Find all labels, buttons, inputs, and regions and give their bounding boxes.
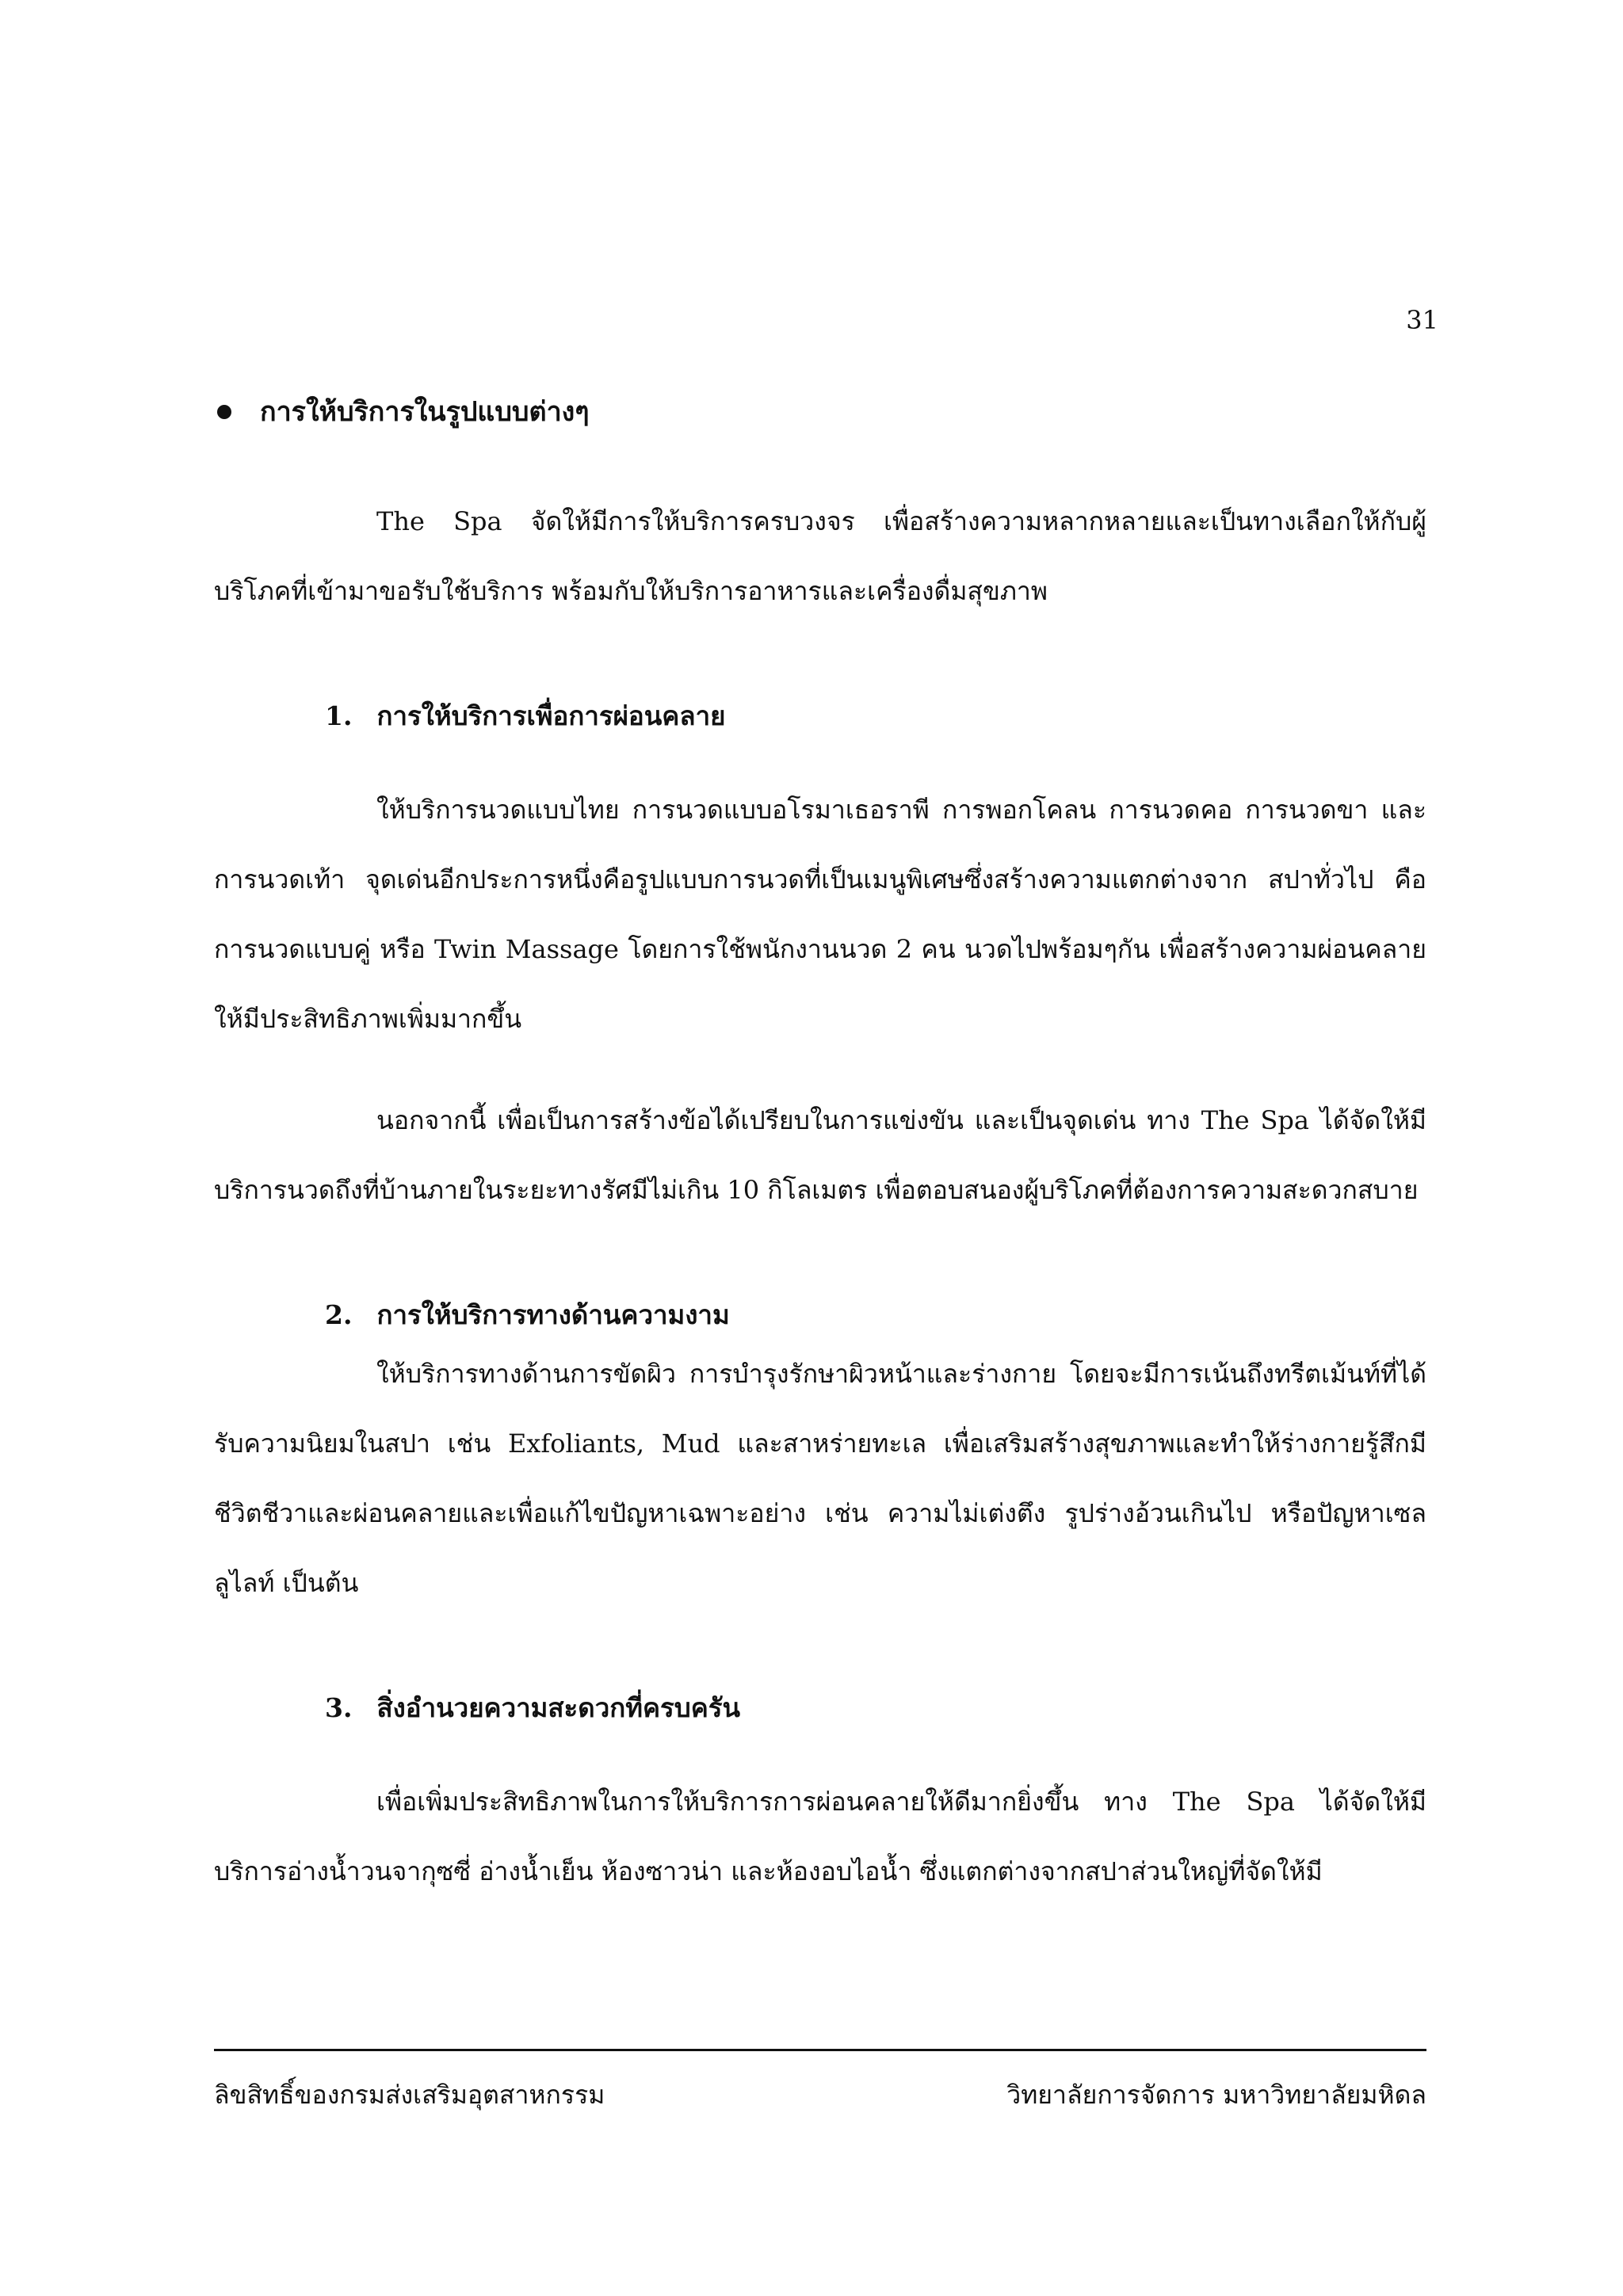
subsection-3-paragraph-1: เพื่อเพิ่มประสิทธิภาพในการให้บริการการผ่อนคลายให้ดีมากยิ่งขึ้น ทาง The Spa ได้จัดให้มีบริการอ่างน้ำวนจากุซซี่ อ่างน้ำเย็น ห้องซาวน่า และห้องอบไอน้ำ ซึ่งแตกต่างจากสปาส่วนใหญ่ที่จัดให้มี (214, 1787, 1426, 1886)
section-heading (214, 388, 1426, 436)
subsection-3-heading (214, 1684, 1426, 1732)
intro-paragraph: The Spa จัดให้มีการให้บริการครบวงจร เพื่อสร้างความหลากหลายและเป็นทางเลือกให้กับผู้บริโภคที่เข้ามาขอรับใช้บริการ พร้อมกับให้บริการอาหารและเครื่องดื่มสุขภาพ (214, 506, 1426, 606)
page-number: 31 (1406, 305, 1438, 335)
document-body (214, 388, 1426, 1906)
subsection-number: 2. (325, 1299, 353, 1330)
section-heading-text: การให้บริการในรูปแบบต่างๆ (260, 396, 590, 428)
bullet-icon (217, 405, 231, 419)
subsection-title: สิ่งอำนวยความสะดวกที่ครบครัน (376, 1692, 741, 1723)
footer-institution: วิทยาลัยการจัดการ มหาวิทยาลัยมหิดล (1006, 2080, 1426, 2110)
footer-copyright: ลิขสิทธิ์ของกรมส่งเสริมอุตสาหกรรม (214, 2080, 605, 2110)
subsection-number: 3. (325, 1692, 353, 1723)
subsection-2-heading (214, 1291, 1426, 1339)
subsection-1-paragraph-2: นอกจากนี้ เพื่อเป็นการสร้างข้อได้เปรียบในการแข่งขัน และเป็นจุดเด่น ทาง The Spa ได้จัดให้มีบริการนวดถึงที่บ้านภายในระยะทางรัศมีไม่เกิน 10 กิโลเมตร เพื่อตอบสนองผู้บริโภคที่ต้องการความสะดวกสบาย (214, 1105, 1426, 1205)
subsection-2-paragraph-1: ให้บริการทางด้านการขัดผิว การบำรุงรักษาผิวหน้าและร่างกาย โดยจะมีการเน้นถึงทรีตเม้นท์ที่ได้รับความนิยมในสปา เช่น Exfoliants, Mud และสาหร่ายทะเล เพื่อเสริมสร้างสุขภาพและทำให้ร่างกายรู้สึกมีชีวิตชีวาและผ่อนคลายและเพื่อแก้ไขปัญหาเฉพาะอย่าง เช่น ความไม่เต่งตึง รูปร่างอ้วนเกินไป หรือปัญหาเซลลูไลท์ เป็นต้น (214, 1359, 1426, 1598)
footer-divider (214, 2049, 1426, 2051)
subsection-1-heading (214, 692, 1426, 740)
subsection-1-paragraph-1: ให้บริการนวดแบบไทย การนวดแบบอโรมาเธอราพี การพอกโคลน การนวดคอ การนวดขา และการนวดเท้า จุดเด่นอีกประการหนึ่งคือรูปแบบการนวดที่เป็นเมนูพิเศษซึ่งสร้างความแตกต่างจาก สปาทั่วไป คือ การนวดแบบคู่ หรือ Twin Massage โดยการใช้พนักงานนวด 2 คน นวดไปพร้อมๆกัน เพื่อสร้างความผ่อนคลายให้มีประสิทธิภาพเพิ่มมากขึ้น (214, 795, 1427, 1034)
subsection-number: 1. (325, 700, 353, 731)
subsection-title: การให้บริการทางด้านความงาม (376, 1299, 730, 1330)
subsection-title: การให้บริการเพื่อการผ่อนคลาย (376, 700, 726, 731)
